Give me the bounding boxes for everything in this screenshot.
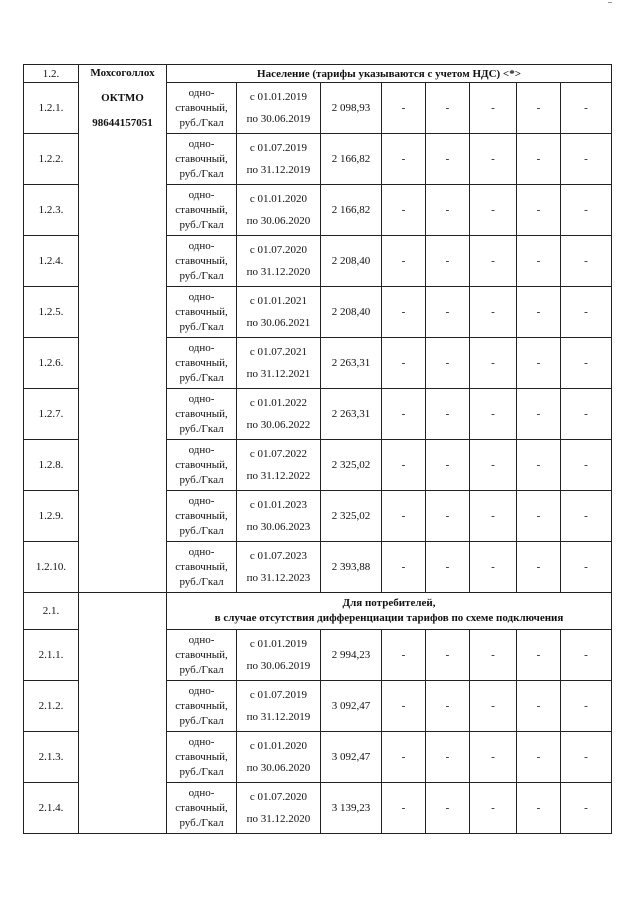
empty-dash-cell: - [470,185,517,236]
tariff-type-line1: одно- [188,87,215,99]
empty-dash-cell: - [561,134,612,185]
empty-dash-cell: - [426,681,470,732]
tariff-type-line1: одно- [188,444,215,456]
tariff-type-line3: руб./Гкал [179,270,224,282]
tariff-type-line1: одно- [188,634,215,646]
empty-dash-cell: - [470,783,517,834]
period-cell [237,338,321,389]
tariff-type-cell [167,83,237,134]
tariff-type-line3: руб./Гкал [179,117,224,129]
empty-dash-cell: - [517,542,561,593]
period-to: по 31.12.2019 [246,164,311,176]
row-number: 2.1.4. [24,783,79,834]
period-cell [237,440,321,491]
empty-dash-cell: - [470,83,517,134]
period-to: по 30.06.2019 [246,660,311,672]
period-to: по 31.12.2022 [246,470,311,482]
empty-dash-cell: - [517,338,561,389]
period-from: с 01.01.2019 [249,91,308,103]
empty-dash-cell: - [382,732,426,783]
empty-dash-cell: - [517,236,561,287]
tariff-type-cell [167,681,237,732]
period-from: с 01.01.2021 [249,295,308,307]
tariff-type-line1: одно- [188,393,215,405]
row-number: 1.2.5. [24,287,79,338]
tariff-type-line3: руб./Гкал [179,168,224,180]
empty-dash-cell: - [382,287,426,338]
section-header [167,593,612,630]
period-cell [237,491,321,542]
empty-dash-cell: - [517,491,561,542]
period-from: с 01.01.2022 [249,397,308,409]
row-number: 1.2.10. [24,542,79,593]
empty-dash-cell: - [426,338,470,389]
empty-dash-cell: - [561,83,612,134]
empty-dash-cell: - [517,681,561,732]
tariff-type-line2: ставочный, [175,561,228,573]
empty-dash-cell: - [382,185,426,236]
empty-dash-cell: - [470,134,517,185]
empty-dash-cell: - [426,630,470,681]
period-cell [237,542,321,593]
empty-dash-cell: - [561,236,612,287]
empty-dash-cell: - [561,542,612,593]
empty-dash-cell: - [382,134,426,185]
period-to: по 31.12.2021 [246,368,311,380]
tariff-type-line1: одно- [188,787,215,799]
empty-dash-cell: - [382,236,426,287]
tariff-type-line3: руб./Гкал [179,576,224,588]
tariff-value: 2 325,02 [321,491,382,542]
period-cell [237,783,321,834]
row-number: 1.2.4. [24,236,79,287]
tariff-value: 2 393,88 [321,542,382,593]
tariff-value: 2 208,40 [321,236,382,287]
empty-dash-cell: - [517,83,561,134]
period-from: с 01.07.2019 [249,689,308,701]
section-header: Население (тарифы указываются с учетом НДС) <*> [167,65,612,83]
row-number: 1.2.3. [24,185,79,236]
empty-dash-cell: - [561,185,612,236]
empty-dash-cell: - [470,491,517,542]
tariff-type-cell [167,338,237,389]
empty-dash-cell: - [561,440,612,491]
row-number: 1.2.7. [24,389,79,440]
empty-dash-cell: - [426,542,470,593]
row-number: 1.2.2. [24,134,79,185]
period-cell [237,630,321,681]
tariff-type-cell [167,134,237,185]
tariff-type-line2: ставочный, [175,700,228,712]
empty-dash-cell: - [470,236,517,287]
empty-dash-cell: - [561,287,612,338]
period-from: с 01.01.2019 [249,638,308,650]
tariff-type-line2: ставочный, [175,802,228,814]
tariff-value: 2 263,31 [321,338,382,389]
tariff-value: 3 092,47 [321,732,382,783]
oktmo-label: ОКТМО [101,92,144,104]
empty-dash-cell: - [382,338,426,389]
period-from: с 01.07.2021 [249,346,308,358]
tariff-type-line3: руб./Гкал [179,372,224,384]
period-cell [237,83,321,134]
empty-dash-cell: - [470,389,517,440]
tariff-type-cell [167,287,237,338]
tariff-type-line3: руб./Гкал [179,525,224,537]
tariff-type-line2: ставочный, [175,510,228,522]
empty-dash-cell: - [426,491,470,542]
tariff-type-cell [167,630,237,681]
period-to: по 31.12.2020 [246,266,311,278]
empty-dash-cell: - [426,185,470,236]
tariff-type-line2: ставочный, [175,102,228,114]
section-number: 2.1. [24,593,79,630]
period-from: с 01.07.2020 [249,791,308,803]
period-cell [237,389,321,440]
tariff-type-cell [167,542,237,593]
empty-dash-cell: - [382,630,426,681]
period-from: с 01.07.2023 [249,550,308,562]
tariff-type-cell [167,732,237,783]
section-number: 1.2. [24,65,79,83]
empty-dash-cell: - [470,681,517,732]
empty-dash-cell: - [382,83,426,134]
supplier-cell [79,65,167,593]
empty-dash-cell: - [382,440,426,491]
row-number: 1.2.9. [24,491,79,542]
tariff-type-cell [167,491,237,542]
empty-dash-cell: - [382,681,426,732]
page-corner-mark [608,2,612,3]
tariff-type-line3: руб./Гкал [179,219,224,231]
tariff-type-line3: руб./Гкал [179,664,224,676]
period-from: с 01.01.2020 [249,193,308,205]
tariff-type-cell [167,389,237,440]
tariff-type-line2: ставочный, [175,153,228,165]
tariff-value: 2 263,31 [321,389,382,440]
empty-dash-cell: - [426,287,470,338]
empty-dash-cell: - [382,491,426,542]
section-header-row [24,65,612,83]
row-number: 2.1.3. [24,732,79,783]
tariff-type-line2: ставочный, [175,751,228,763]
empty-dash-cell: - [561,783,612,834]
tariff-type-line2: ставочный, [175,357,228,369]
tariff-type-cell [167,440,237,491]
empty-dash-cell: - [470,338,517,389]
period-to: по 30.06.2020 [246,215,311,227]
oktmo-code: 98644157051 [92,117,153,129]
tariff-type-cell [167,185,237,236]
period-from: с 01.01.2023 [249,499,308,511]
section-header-row [24,593,612,630]
period-to: по 30.06.2023 [246,521,311,533]
empty-dash-cell: - [426,440,470,491]
tariff-value: 3 139,23 [321,783,382,834]
tariff-type-line3: руб./Гкал [179,715,224,727]
period-cell [237,732,321,783]
empty-dash-cell: - [426,389,470,440]
period-to: по 30.06.2022 [246,419,311,431]
empty-dash-cell: - [382,783,426,834]
empty-dash-cell: - [426,783,470,834]
period-from: с 01.07.2020 [249,244,308,256]
row-number: 2.1.2. [24,681,79,732]
tariff-type-line2: ставочный, [175,649,228,661]
empty-dash-cell: - [517,185,561,236]
tariff-table [23,64,612,834]
row-number: 1.2.6. [24,338,79,389]
tariff-type-line1: одно- [188,546,215,558]
empty-dash-cell: - [517,134,561,185]
empty-dash-cell: - [470,630,517,681]
tariff-type-cell [167,236,237,287]
tariff-type-line2: ставочный, [175,459,228,471]
period-cell [237,185,321,236]
period-to: по 30.06.2021 [246,317,311,329]
tariff-value: 2 166,82 [321,134,382,185]
empty-dash-cell: - [426,236,470,287]
period-cell [237,236,321,287]
empty-dash-cell: - [426,732,470,783]
empty-dash-cell: - [517,389,561,440]
empty-dash-cell: - [517,732,561,783]
row-number: 1.2.1. [24,83,79,134]
tariff-value: 2 166,82 [321,185,382,236]
tariff-value: 2 325,02 [321,440,382,491]
period-from: с 01.07.2022 [249,448,308,460]
empty-dash-cell: - [561,338,612,389]
tariff-type-line2: ставочный, [175,306,228,318]
empty-dash-cell: - [382,542,426,593]
tariff-type-line1: одно- [188,685,215,697]
tariff-type-line2: ставочный, [175,204,228,216]
empty-dash-cell: - [426,83,470,134]
supplier-name: Мохсоголлох [90,67,155,79]
empty-dash-cell: - [517,287,561,338]
period-cell [237,134,321,185]
period-to: по 31.12.2019 [246,711,311,723]
empty-dash-cell: - [470,287,517,338]
tariff-type-line3: руб./Гкал [179,817,224,829]
row-number: 2.1.1. [24,630,79,681]
empty-dash-cell: - [470,542,517,593]
empty-dash-cell: - [517,440,561,491]
empty-dash-cell: - [561,630,612,681]
empty-dash-cell: - [426,134,470,185]
tariff-type-line3: руб./Гкал [179,766,224,778]
empty-dash-cell: - [470,732,517,783]
period-from: с 01.07.2019 [249,142,308,154]
supplier-cell-empty [79,593,167,834]
period-to: по 30.06.2019 [246,113,311,125]
tariff-type-line3: руб./Гкал [179,474,224,486]
tariff-value: 2 208,40 [321,287,382,338]
period-cell [237,287,321,338]
tariff-type-line2: ставочный, [175,408,228,420]
tariff-type-line1: одно- [188,189,215,201]
empty-dash-cell: - [517,630,561,681]
tariff-value: 3 092,47 [321,681,382,732]
tariff-type-line1: одно- [188,138,215,150]
tariff-value: 2 994,23 [321,630,382,681]
period-from: с 01.01.2020 [249,740,308,752]
row-number: 1.2.8. [24,440,79,491]
tariff-type-cell [167,783,237,834]
tariff-type-line1: одно- [188,736,215,748]
tariff-type-line1: одно- [188,291,215,303]
tariff-type-line1: одно- [188,342,215,354]
empty-dash-cell: - [561,732,612,783]
tariff-type-line1: одно- [188,495,215,507]
empty-dash-cell: - [561,491,612,542]
tariff-type-line1: одно- [188,240,215,252]
section-header-line1: Для потребителей, [342,597,436,609]
section-header-line2: в случае отсутствия дифференциации тарифов по схеме подключения [214,612,564,624]
empty-dash-cell: - [561,389,612,440]
tariff-value: 2 098,93 [321,83,382,134]
period-to: по 30.06.2020 [246,762,311,774]
empty-dash-cell: - [382,389,426,440]
period-cell [237,681,321,732]
empty-dash-cell: - [470,440,517,491]
tariff-type-line3: руб./Гкал [179,423,224,435]
empty-dash-cell: - [561,681,612,732]
empty-dash-cell: - [517,783,561,834]
tariff-type-line3: руб./Гкал [179,321,224,333]
tariff-type-line2: ставочный, [175,255,228,267]
period-to: по 31.12.2020 [246,813,311,825]
period-to: по 31.12.2023 [246,572,311,584]
